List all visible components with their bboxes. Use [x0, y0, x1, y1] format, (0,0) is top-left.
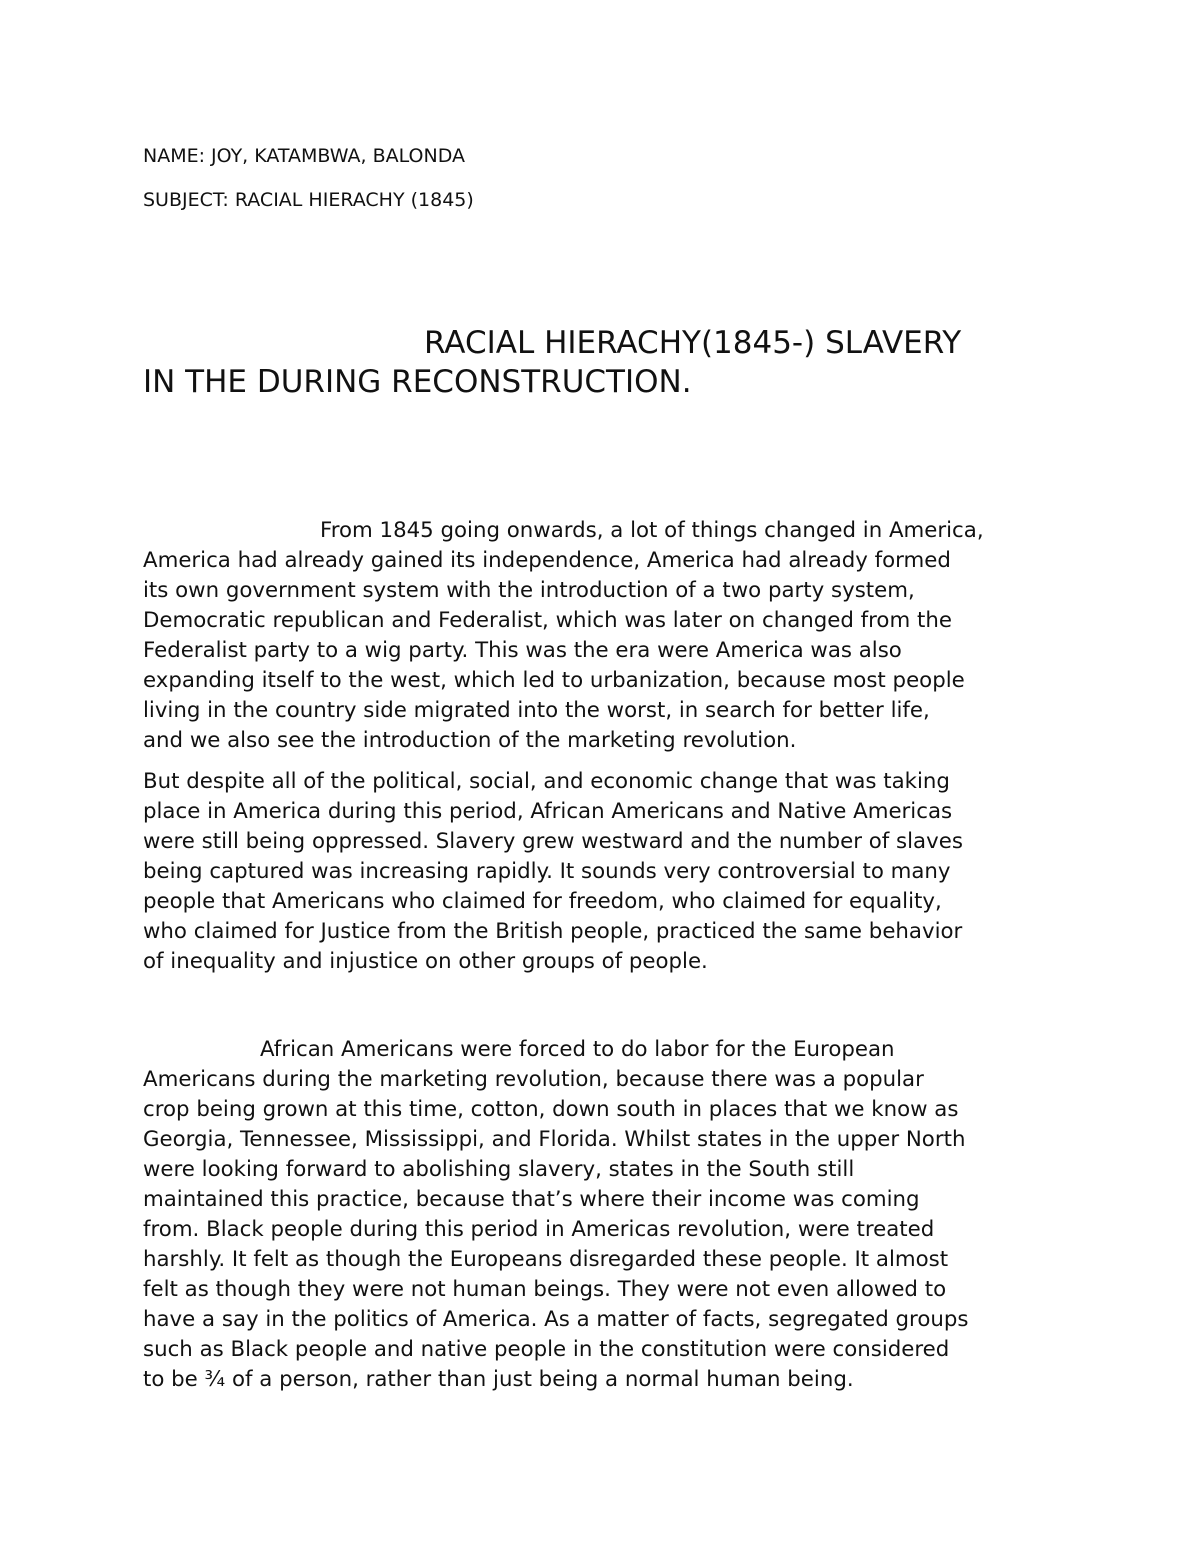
paragraph-line: expanding itself to the west, which led to urbanization, because most people: [143, 668, 965, 693]
paragraph-line: crop being grown at this time, cotton, down south in places that we know as: [143, 1097, 959, 1122]
subject-line: SUBJECT: RACIAL HIERACHY (1845): [143, 189, 474, 211]
paragraph-3: [143, 1035, 1063, 1395]
paragraph-line: Federalist party to a wig party. This was the era were America was also: [143, 638, 902, 663]
paragraph-line: of inequality and injustice on other groups of people.: [143, 949, 708, 974]
paragraph-line: place in America during this period, African Americans and Native Americas: [143, 799, 953, 824]
paragraph-2: [143, 767, 1063, 977]
paragraph-line: Georgia, Tennessee, Mississippi, and Florida. Whilst states in the upper North: [143, 1127, 966, 1152]
paragraph-line: from. Black people during this period in Americas revolution, were treated: [143, 1217, 935, 1242]
author-name-line: NAME: JOY, KATAMBWA, BALONDA: [143, 145, 466, 167]
document-title: [143, 324, 1063, 402]
title-line-1: RACIAL HIERACHY(1845-) SLAVERY: [424, 325, 962, 361]
paragraph-line: harshly. It felt as though the Europeans disregarded these people. It almost: [143, 1247, 949, 1272]
paragraph-line: and we also see the introduction of the marketing revolution.: [143, 728, 797, 753]
paragraph-line: Americans during the marketing revolution, because there was a popular: [143, 1067, 924, 1092]
paragraph-line: were still being oppressed. Slavery grew westward and the number of slaves: [143, 829, 963, 854]
paragraph-line: maintained this practice, because that’s where their income was coming: [143, 1187, 920, 1212]
title-line-2: IN THE DURING RECONSTRUCTION.: [143, 364, 692, 400]
paragraph-line: felt as though they were not human beings. They were not even allowed to: [143, 1277, 947, 1302]
paragraph-line: being captured was increasing rapidly. It sounds very controversial to many: [143, 859, 951, 884]
paragraph-line: people that Americans who claimed for freedom, who claimed for equality,: [143, 889, 942, 914]
paragraph-line: its own government system with the introduction of a two party system,: [143, 578, 915, 603]
paragraph-line: were looking forward to abolishing slavery, states in the South still: [143, 1157, 855, 1182]
paragraph-line: who claimed for Justice from the British people, practiced the same behavior: [143, 919, 963, 944]
paragraph-line: America had already gained its independence, America had already formed: [143, 548, 951, 573]
paragraph-line: have a say in the politics of America. As a matter of facts, segregated groups: [143, 1307, 969, 1332]
paragraph-line: From 1845 going onwards, a lot of things changed in America,: [320, 518, 984, 543]
paragraph-line: But despite all of the political, social, and economic change that was taking: [143, 769, 950, 794]
paragraph-line: such as Black people and native people in the constitution were considered: [143, 1337, 950, 1362]
paragraph-line: Democratic republican and Federalist, which was later on changed from the: [143, 608, 952, 633]
paragraph-line: living in the country side migrated into the worst, in search for better life,: [143, 698, 930, 723]
paragraph-line: to be ¾ of a person, rather than just being a normal human being.: [143, 1367, 854, 1392]
paragraph-1: [143, 516, 1063, 756]
paragraph-line: African Americans were forced to do labor for the European: [260, 1037, 895, 1062]
